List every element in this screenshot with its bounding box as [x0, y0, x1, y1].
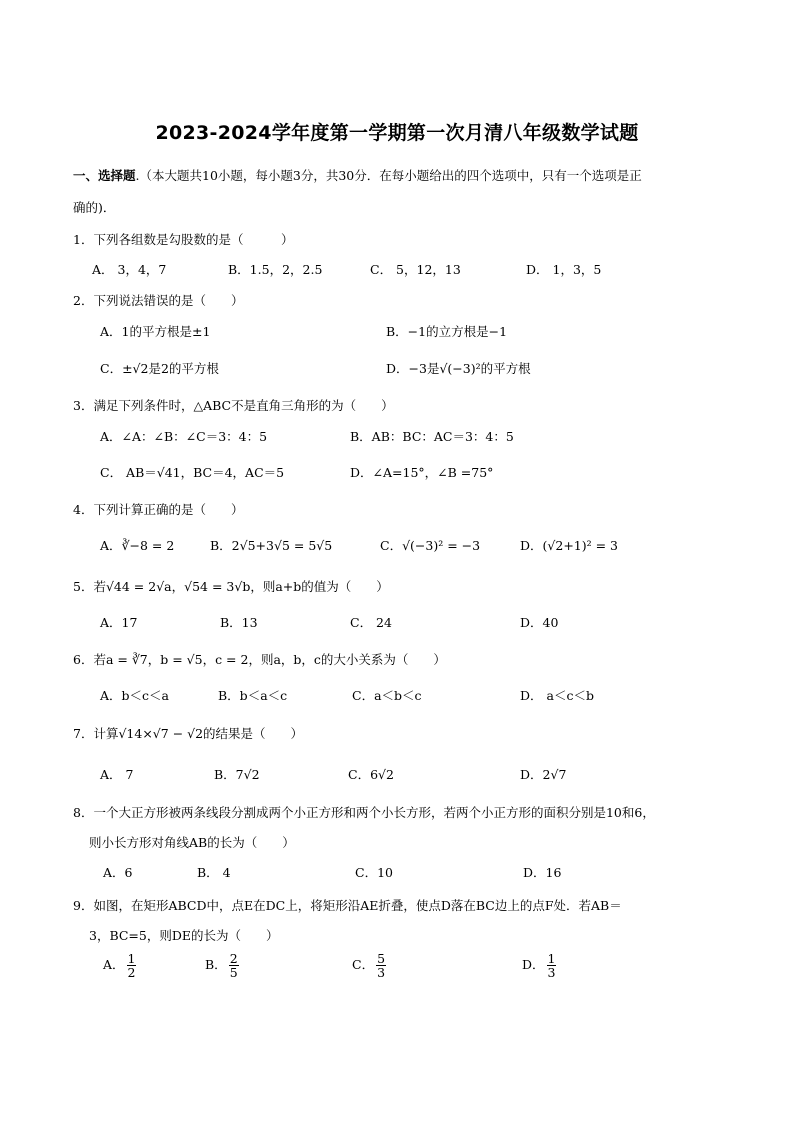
- q5-option-d: D．40: [520, 615, 559, 630]
- q9-c-denominator: 3: [377, 965, 386, 981]
- q9-c-numerator: 5: [377, 951, 386, 966]
- q8-option-b: B． 4: [197, 865, 231, 880]
- q6-option-d: D． a＜c＜b: [520, 688, 594, 703]
- q1-option-a: A． 3，4，7: [92, 262, 167, 277]
- q6-option-a: A．b＜c＜a: [100, 688, 169, 703]
- q9-d-numerator: 1: [547, 951, 556, 966]
- question-7-stem: 7．计算√14×√7 − √2的结果是（ ）: [73, 726, 304, 741]
- q4-option-a: A．∛−8 = 2: [100, 538, 175, 553]
- q4-option-d: D．(√2+1)² = 3: [520, 538, 619, 553]
- q9-option-d-label: D．: [522, 957, 545, 973]
- question-9-stem: 9．如图，在矩形ABCD中，点E在DC上，将矩形沿AE折叠，使点D落在BC边上的点F处．若AB＝: [73, 898, 622, 913]
- q3-option-b: B．AB：BC：AC＝3：4：5: [350, 429, 514, 444]
- q9-option-c-fraction: [376, 952, 386, 979]
- q9-b-numerator: 2: [229, 951, 238, 966]
- q2-option-b: B．−1的立方根是−1: [386, 324, 508, 339]
- q5-option-a: A．17: [100, 615, 138, 630]
- q4-option-b: B．2√5+3√5 = 5√5: [210, 538, 333, 553]
- q3-option-d: D．∠A=15°，∠B =75°: [350, 465, 494, 480]
- q9-option-b-fraction: [229, 952, 239, 979]
- exam-title: 2023-2024学年度第一学期第一次月清八年级数学试题: [155, 122, 639, 144]
- q9-a-denominator: 2: [127, 965, 136, 981]
- section-instructions-cont: 确的)．: [73, 200, 116, 215]
- question-2-stem: 2．下列说法错误的是（ ）: [73, 293, 244, 308]
- q9-b-denominator: 5: [229, 965, 238, 981]
- q2-option-c: C．±√2是2的平方根: [100, 361, 219, 376]
- q5-option-c: C． 24: [350, 615, 392, 630]
- q8-option-a: A．6: [103, 865, 133, 880]
- q1-option-b: B．1.5，2，2.5: [228, 262, 323, 277]
- q7-option-b: B．7√2: [214, 767, 260, 782]
- question-8-stem: 8．一个大正方形被两条线段分割成两个小正方形和两个小长方形，若两个小正方形的面积分别是10和6，: [73, 805, 655, 820]
- q9-option-c-label: C．: [352, 957, 375, 973]
- q8-option-d: D．16: [523, 865, 562, 880]
- section-heading: 一、选择题: [73, 168, 136, 183]
- q9-option-a-fraction: [127, 952, 137, 979]
- q9-option-b: [205, 952, 241, 979]
- q8-option-c: C．10: [355, 865, 393, 880]
- question-4-stem: 4．下列计算正确的是（ ）: [73, 502, 244, 517]
- q9-option-c: [352, 952, 388, 979]
- q9-option-a: [103, 952, 138, 979]
- q6-option-b: B．b＜a＜c: [218, 688, 288, 703]
- q4-option-c: C．√(−3)² = −3: [380, 538, 481, 553]
- question-5-stem: 5．若√44 = 2√a，√54 = 3√b，则a+b的值为（ ）: [73, 579, 389, 594]
- question-9-stem-cont: 3，BC=5，则DE的长为（ ）: [89, 928, 279, 943]
- q7-option-d: D．2√7: [520, 767, 567, 782]
- q9-option-d: [522, 952, 558, 979]
- q9-a-numerator: 1: [127, 951, 136, 966]
- section-intro: [73, 166, 642, 184]
- question-8-stem-cont: 则小长方形对角线AB的长为（ ）: [89, 835, 295, 850]
- question-1-stem: 1．下列各组数是勾股数的是（ ）: [73, 232, 294, 247]
- q9-option-a-label: A．: [103, 957, 125, 973]
- q9-d-denominator: 3: [547, 965, 556, 981]
- q9-option-b-label: B．: [205, 957, 227, 973]
- q1-option-d: D． 1，3，5: [526, 262, 602, 277]
- q5-option-b: B．13: [220, 615, 258, 630]
- question-3-stem: 3．满足下列条件时，△ABC不是直角三角形的为（ ）: [73, 398, 394, 413]
- q2-option-a: A．1的平方根是±1: [100, 324, 211, 339]
- q6-option-c: C．a＜b＜c: [352, 688, 422, 703]
- section-instructions: .（本大题共10小题，每小题3分，共30分．在每小题给出的四个选项中，只有一个选项是正: [135, 168, 642, 183]
- q7-option-a: A． 7: [100, 767, 134, 782]
- q1-option-c: C． 5，12，13: [370, 262, 461, 277]
- q2-option-d: D．−3是√(−3)²的平方根: [386, 361, 531, 376]
- question-6-stem: 6．若a = ∛7，b = √5，c = 2，则a，b，c的大小关系为（ ）: [73, 652, 446, 667]
- q9-option-d-fraction: [547, 952, 557, 979]
- q3-option-c: C． AB＝√41，BC＝4，AC＝5: [100, 465, 285, 480]
- q3-option-a: A．∠A：∠B：∠C＝3：4：5: [100, 429, 268, 444]
- q7-option-c: C．6√2: [348, 767, 394, 782]
